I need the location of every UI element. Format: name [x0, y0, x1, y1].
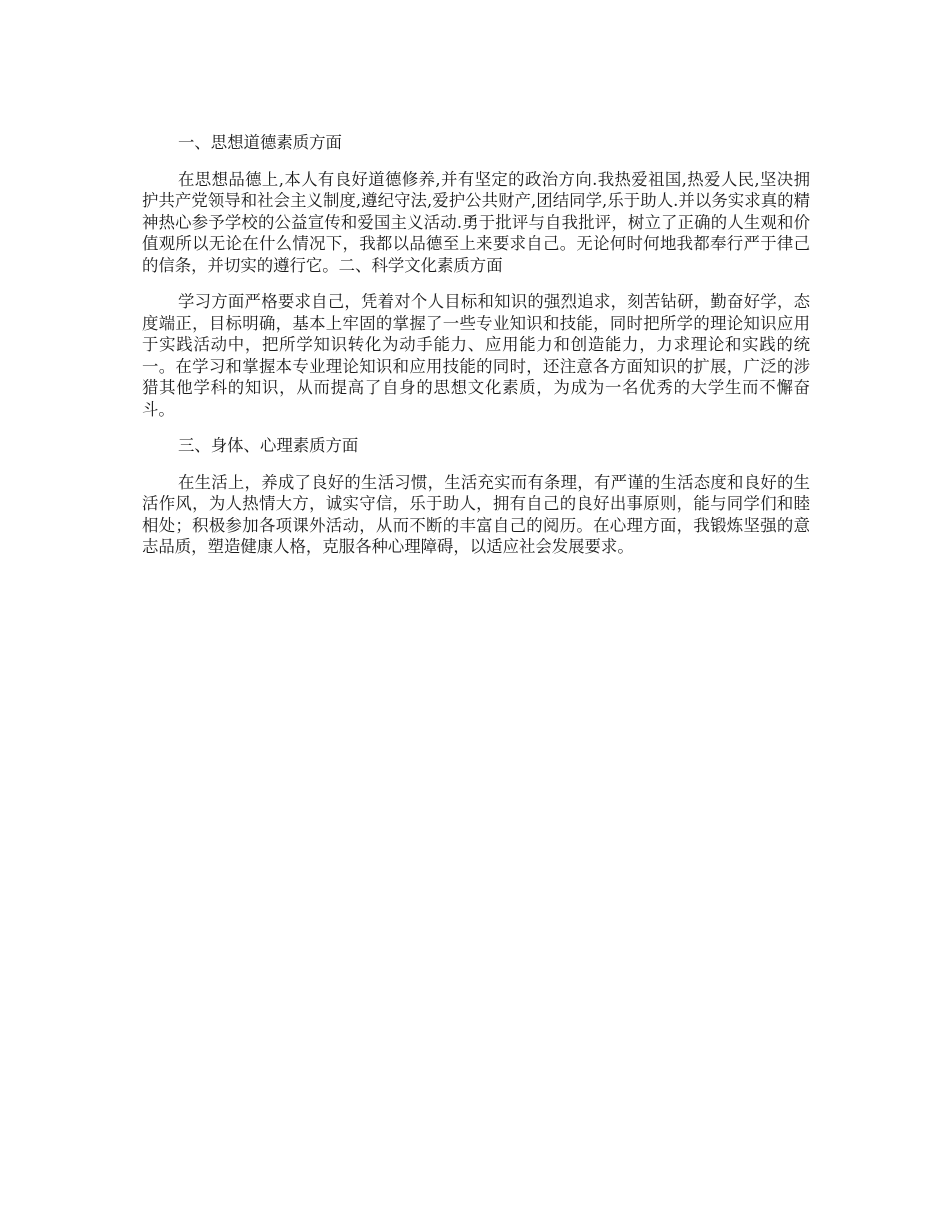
document-body [142, 132, 810, 558]
spacer [142, 276, 810, 291]
section-heading-physical: 三、身体、心理素质方面 [178, 436, 359, 455]
paragraph-life: 在生活上，养成了良好的生活习惯，生活充实而有条理，有严谨的生活态度和良好的生活作风，为人热情大方，诚实守信，乐于助人，拥有自己的良好出事原则，能与同学们和睦相处；积极参加各项课外活动，从而不断的丰富自己的阅历。在心理方面，我锻炼坚强的意志品质，塑造健康人格，克服各种心理障碍，以适应社会发展要求。 [142, 472, 810, 556]
spacer [142, 420, 810, 435]
paragraph-moral: 在思想品德上,本人有良好道德修养,并有坚定的政治方向.我热爱祖国,热爱人民,坚决拥护共产党领导和社会主义制度,遵纪守法,爱护公共财产,团结同学,乐于助人.并以务实求真的精神热心参予学校的公益宣传和爱国主义活动.勇于批评与自我批评，树立了正确的人生观和价值观所以无论在什么情况下，我都以品德至上来要求自己。无论何时何地我都奉行严于律己的信条，并切实的遵行它。二、科学文化素质方面 [142, 169, 810, 275]
spacer [142, 154, 810, 169]
paragraph-study: 学习方面严格要求自己，凭着对个人目标和知识的强烈追求，刻苦钻研，勤奋好学，态度端正，目标明确，基本上牢固的掌握了一些专业知识和技能，同时把所学的理论知识应用于实践活动中，把所学知识转化为动手能力、应用能力和创造能力，力求理论和实践的统一。在学习和掌握本专业理论知识和应用技能的同时，还注意各方面知识的扩展，广泛的涉猎其他学科的知识，从而提高了自身的思想文化素质，为成为一名优秀的大学生而不懈奋斗。 [142, 292, 810, 419]
spacer [142, 457, 810, 472]
section-heading-moral: 一、思想道德素质方面 [178, 133, 342, 152]
